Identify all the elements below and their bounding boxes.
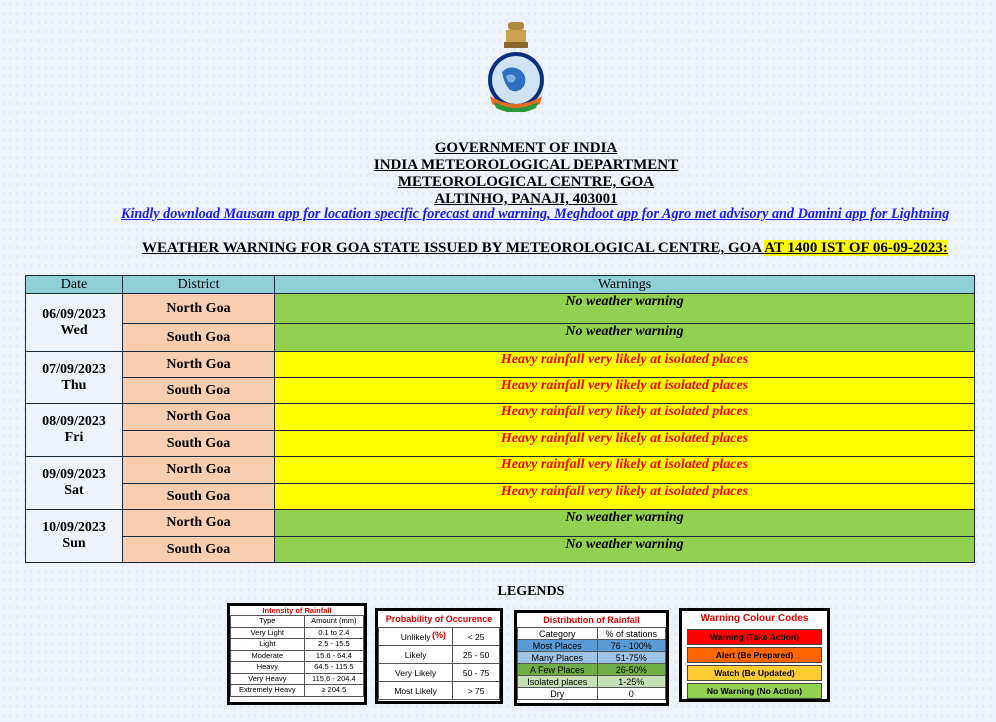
legend-cell: Unlikely	[379, 628, 453, 646]
legend-cell: 26-50%	[597, 664, 665, 676]
table-row	[26, 404, 975, 431]
legend-row	[518, 640, 666, 652]
table-row	[26, 484, 975, 510]
district-cell: South Goa	[123, 431, 275, 457]
district-cell: South Goa	[123, 484, 275, 510]
colour-code-no-warning: No Warning (No Action)	[687, 683, 822, 699]
warning-title-issue-time: AT 1400 IST OF 06-09-2023:	[764, 240, 948, 256]
colour-code-alert: Alert (Be Prepared)	[687, 647, 822, 663]
app-download-link[interactable]: Kindly download Mausam app for location specific forecast and warning, Meghdoot app for Agro met advisory and Damini app for Lightning	[121, 206, 950, 222]
warning-title	[142, 240, 948, 257]
legend-row	[231, 627, 364, 639]
warning-cell: No weather warning	[275, 324, 975, 352]
legend-cell: 25 - 50	[453, 646, 500, 664]
legend-cell: 50 - 75	[453, 664, 500, 682]
weekday-text: Thu	[61, 377, 87, 393]
table-row	[26, 324, 975, 352]
legend-row	[231, 685, 364, 697]
legend-header-row	[518, 628, 666, 640]
legend-row	[379, 646, 500, 664]
legend-intensity-of-rainfall	[227, 603, 367, 705]
legend-cell: Moderate	[231, 650, 305, 662]
legend-cell: Very Likely	[379, 664, 453, 682]
header-date: Date	[26, 276, 123, 294]
legend-warning-colour-codes	[679, 608, 830, 702]
legend-cell: 76 - 100%	[597, 640, 665, 652]
legend-cell: Heavy	[231, 662, 305, 674]
legend-cell: Light	[231, 639, 305, 651]
warning-title-text: WEATHER WARNING FOR GOA STATE ISSUED BY METEOROLOGICAL CENTRE, GOA	[142, 240, 765, 256]
legend-cell: 2.5 - 15.5	[304, 639, 363, 651]
date-text: 09/09/2023	[42, 467, 106, 482]
legend-cell: Most Places	[518, 640, 598, 652]
weekday-text: Sun	[62, 536, 86, 551]
legend-row	[518, 652, 666, 664]
header-line-centre: METEOROLOGICAL CENTRE, GOA	[397, 174, 655, 190]
district-cell: South Goa	[123, 537, 275, 563]
legend-row	[231, 650, 364, 662]
header-line-government: GOVERNMENT OF INDIA	[434, 140, 618, 156]
weekday-text: Fri	[64, 430, 84, 445]
warning-table	[25, 275, 975, 563]
district-cell: North Goa	[123, 294, 275, 324]
date-cell	[26, 457, 123, 510]
legend-cell: 1-25%	[597, 676, 665, 688]
legend-cell: 64.5 - 115.5	[304, 662, 363, 674]
warning-cell: Heavy rainfall very likely at isolated places	[275, 484, 975, 510]
header-block	[0, 140, 996, 208]
legend-cell: Very Light	[231, 627, 305, 639]
table-row	[26, 457, 975, 484]
legend-caption: Distribution of Rainfall	[543, 615, 640, 625]
colour-code-watch: Watch (Be Updated)	[687, 665, 822, 681]
legend-probability-of-occurence	[375, 608, 503, 704]
legend-row	[518, 664, 666, 676]
table-row	[26, 431, 975, 457]
header-line-imd: INDIA METEOROLOGICAL DEPARTMENT	[373, 157, 679, 173]
header-line-address: ALTINHO, PANAJI, 403001	[434, 191, 618, 207]
legend-cell: Isolated places	[518, 676, 598, 688]
legend-cell: Most Likely	[379, 682, 453, 700]
legend-row	[379, 664, 500, 682]
header-district: District	[123, 276, 275, 294]
district-cell: North Goa	[123, 352, 275, 378]
date-text: 06/09/2023	[42, 306, 106, 322]
legend-row	[518, 688, 666, 700]
legend-cell: Dry	[518, 688, 598, 700]
date-text: 07/09/2023	[42, 361, 106, 377]
table-row	[26, 294, 975, 324]
date-cell	[26, 404, 123, 457]
legend-cell: Very Heavy	[231, 673, 305, 685]
warning-cell: No weather warning	[275, 537, 975, 563]
legend-cell: Amount (mm)	[304, 616, 363, 628]
colour-code-warning: Warning (Take Action)	[687, 629, 822, 645]
legend-caption: Probability of Occurence (%)	[385, 614, 493, 640]
legend-header-row	[231, 616, 364, 628]
legend-cell: Category	[518, 628, 598, 640]
legend-cell: > 75	[453, 682, 500, 700]
warning-cell: Heavy rainfall very likely at isolated places	[275, 352, 975, 378]
warning-cell: No weather warning	[275, 510, 975, 537]
legend-row	[231, 662, 364, 674]
district-cell: North Goa	[123, 510, 275, 537]
district-cell: North Goa	[123, 404, 275, 431]
legend-cell: Likely	[379, 646, 453, 664]
imd-emblem-logo	[484, 20, 548, 112]
table-row	[26, 352, 975, 378]
table-header-row	[26, 276, 975, 294]
legend-cell: % of stations	[597, 628, 665, 640]
legend-caption: Warning Colour Codes	[700, 613, 809, 624]
header-warnings: Warnings	[275, 276, 975, 294]
date-text: 10/09/2023	[42, 520, 106, 535]
date-cell	[26, 510, 123, 563]
legends-title: LEGENDS	[497, 584, 565, 599]
warning-cell: Heavy rainfall very likely at isolated places	[275, 404, 975, 431]
warning-cell: Heavy rainfall very likely at isolated places	[275, 457, 975, 484]
legend-row	[231, 639, 364, 651]
legend-caption: Intensity of Rainfall	[262, 606, 332, 615]
table-row	[26, 537, 975, 563]
legend-cell: Extremely Heavy	[231, 685, 305, 697]
warning-cell: Heavy rainfall very likely at isolated places	[275, 378, 975, 404]
date-text: 08/09/2023	[42, 414, 106, 429]
district-cell: South Goa	[123, 378, 275, 404]
legend-distribution-of-rainfall	[514, 610, 669, 706]
legend-cell: 15.6 - 64.4	[304, 650, 363, 662]
legend-cell: 51-75%	[597, 652, 665, 664]
warning-cell: Heavy rainfall very likely at isolated places	[275, 431, 975, 457]
legend-cell: 115.6 - 204.4	[304, 673, 363, 685]
legend-cell: ≥ 204.5	[304, 685, 363, 697]
weekday-text: Wed	[60, 322, 88, 338]
weekday-text: Sat	[64, 483, 84, 498]
table-row	[26, 378, 975, 404]
date-cell	[26, 352, 123, 404]
legend-row	[231, 673, 364, 685]
table-row	[26, 510, 975, 537]
date-cell	[26, 294, 123, 352]
legend-cell: Many Places	[518, 652, 598, 664]
district-cell: North Goa	[123, 457, 275, 484]
legend-cell: < 25	[453, 628, 500, 646]
legend-cell: Type	[231, 616, 305, 628]
district-cell: South Goa	[123, 324, 275, 352]
legend-cell: A Few Places	[518, 664, 598, 676]
legend-row	[518, 676, 666, 688]
legend-cell: 0.1 to 2.4	[304, 627, 363, 639]
legend-row	[379, 682, 500, 700]
warning-cell: No weather warning	[275, 294, 975, 324]
legend-cell: 0	[597, 688, 665, 700]
